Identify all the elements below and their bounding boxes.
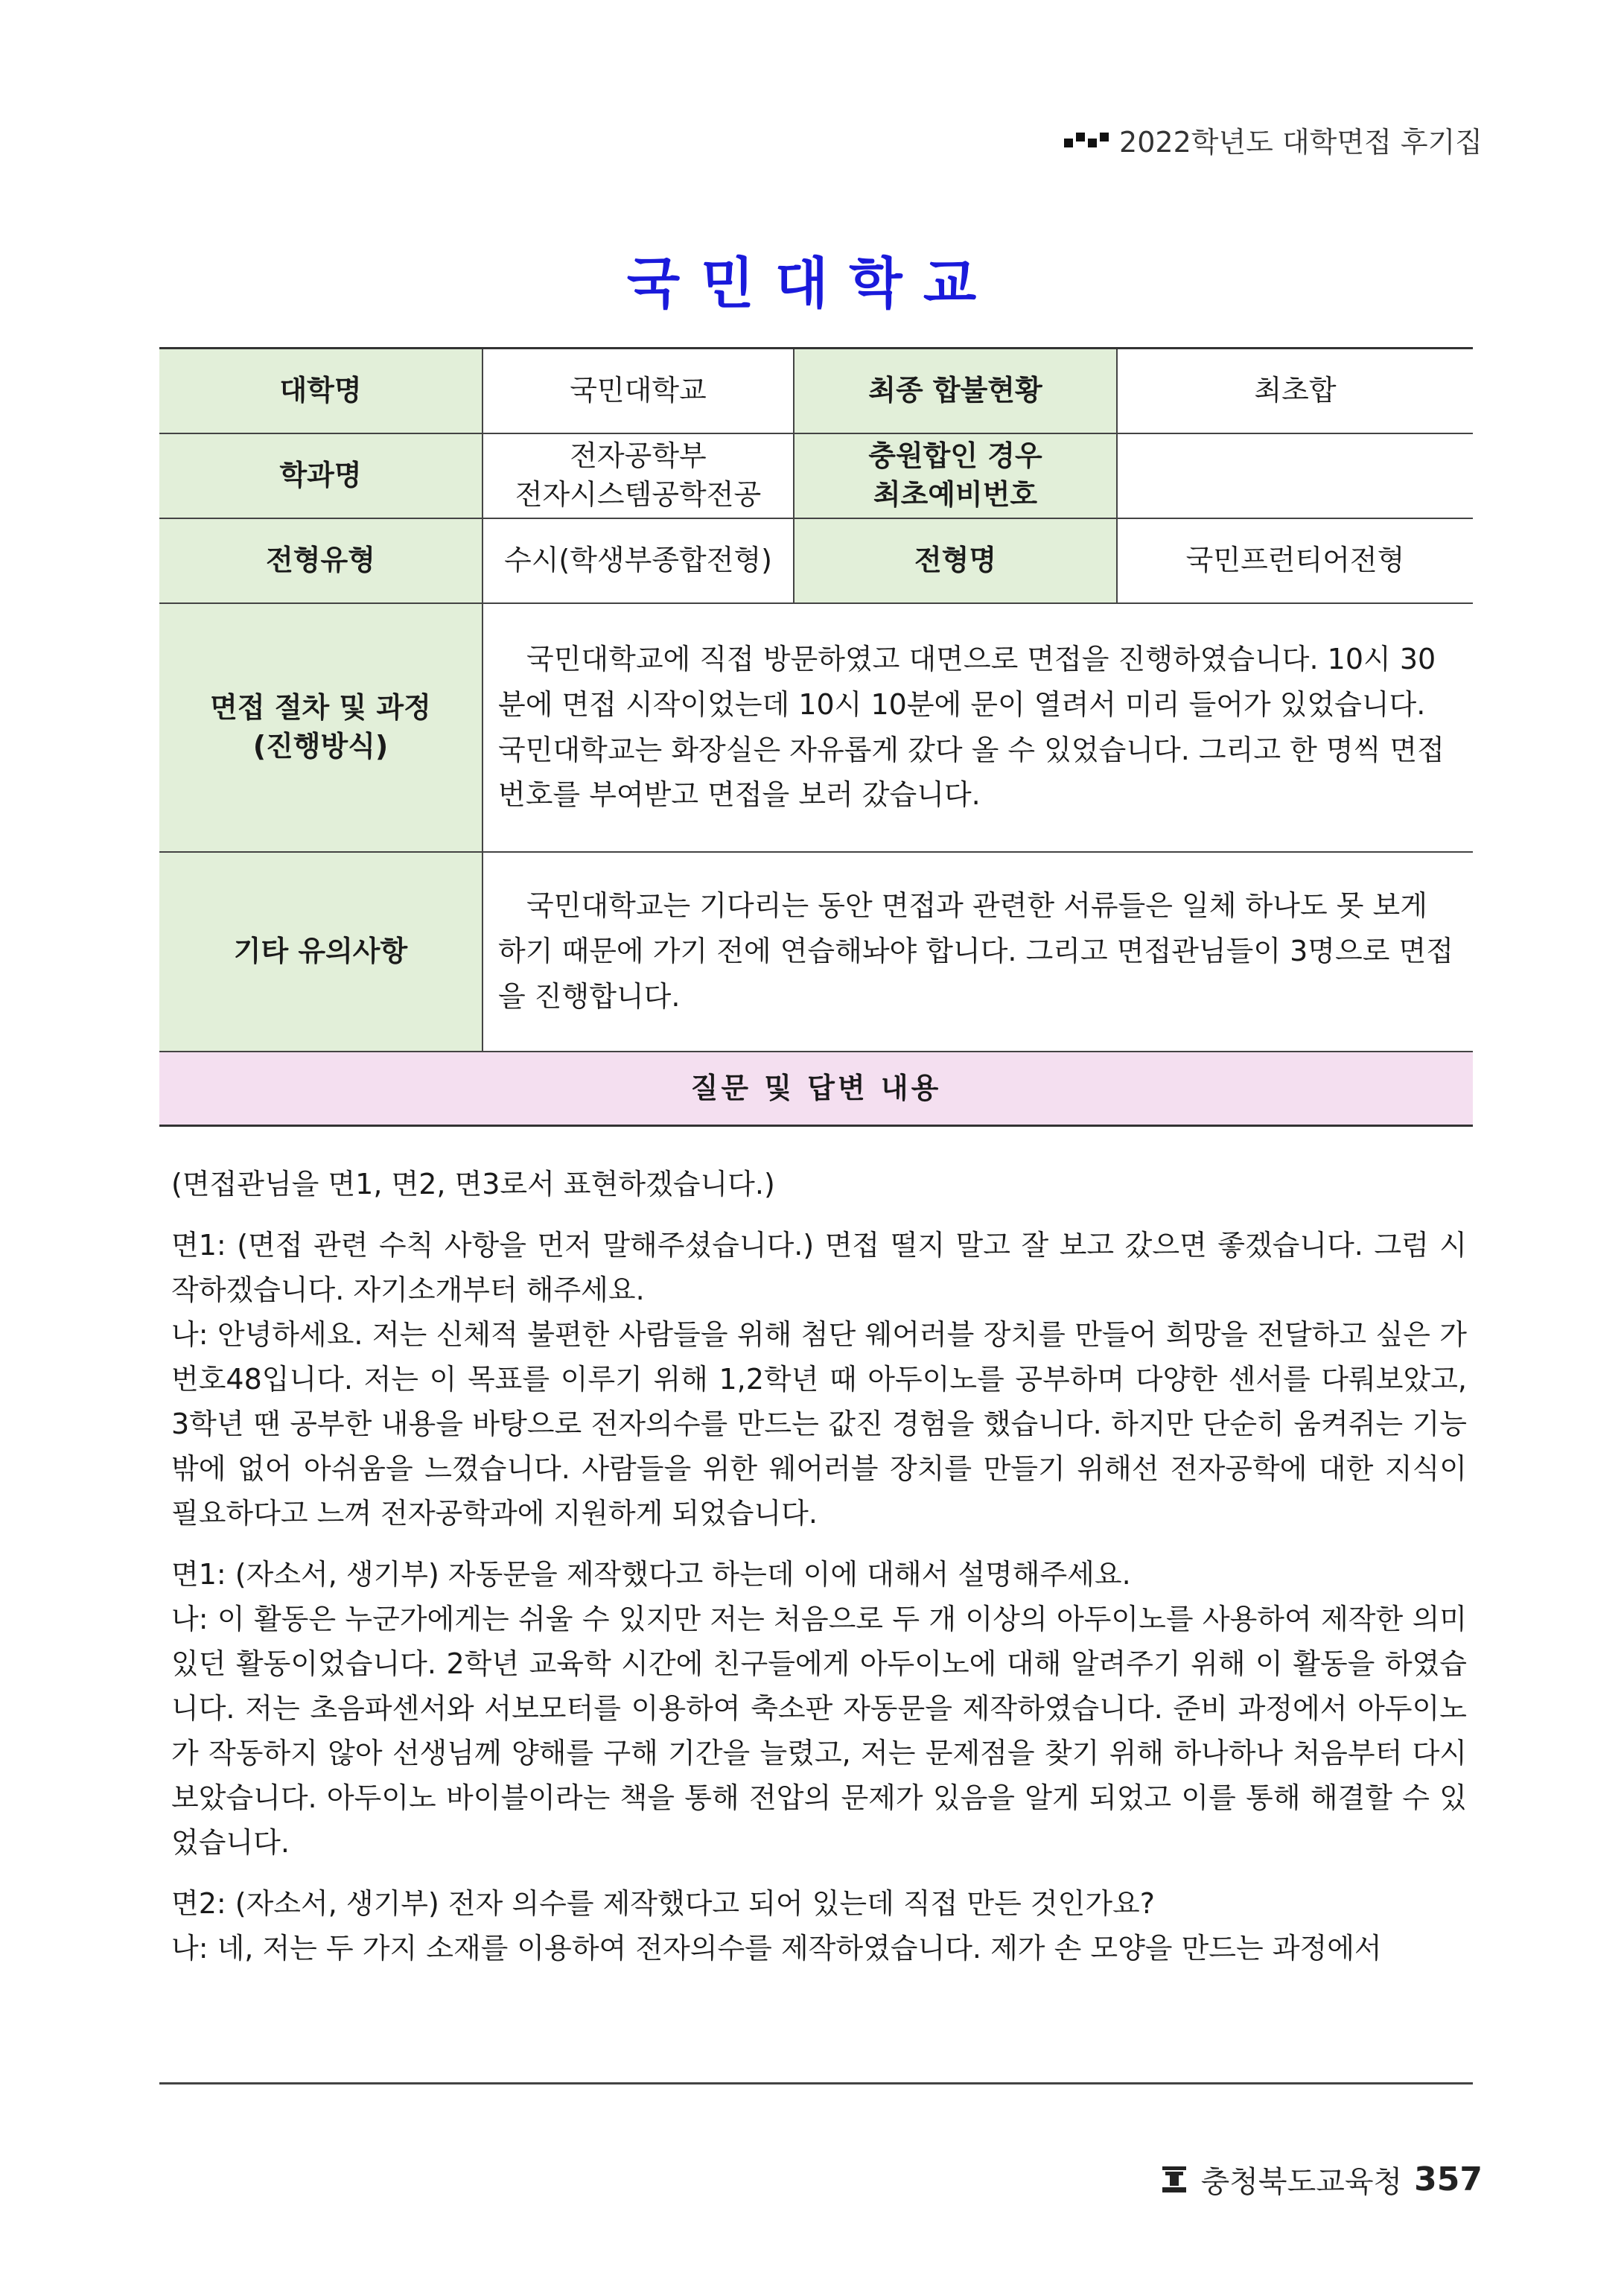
answer-1: 나: 안녕하세요. 저는 신체적 불편한 사람들을 위해 첨단 웨어러블 장치를 만들어 희망을 전달하고 싶은 가번호48입니다. 저는 이 목표를 이루기 위해 1,2학년 때 아두이노를 공부하며 다양한 센서를 다뤄보았고, 3학년 땐 공부한 내용을 바탕으로 전자의수를 만드는 값진 경험을 했습니다. 하지만 단순히 움켜쥐는 기능 밖에 없어 아쉬움을 느꼈습니다. 사람들을 위한 웨어러블 장치를 만들기 위해선 전자공학에 대한 지식이 필요하다고 느껴 전자공학과에 지원하게 되었습니다. <box>171 1318 1467 1530</box>
table-row <box>159 603 1473 852</box>
value-university: 국민대학교 <box>483 349 794 433</box>
value-admission-type: 수시(학생부종합전형) <box>483 518 794 603</box>
answer-3: 나: 네, 저는 두 가지 소재를 이용하여 전자의수를 제작하였습니다. 제가 손 모양을 만드는 과정에서 <box>171 1932 1382 1965</box>
page-title: 국민대학교 <box>626 252 998 316</box>
table-row <box>159 349 1473 433</box>
qa-section-header: 질문 및 답변 내용 <box>159 1052 1473 1126</box>
department-line-2: 전자시스템공학전공 <box>515 477 762 511</box>
other-notes-text <box>483 852 1473 1052</box>
label-interview-process <box>159 603 483 852</box>
squares-logo-icon <box>1064 133 1109 147</box>
bottom-divider <box>159 2082 1473 2084</box>
intro-paragraph: (면접관님을 면1, 면2, 면3로서 표현하겠습니다.) <box>171 1168 775 1201</box>
label-final-result: 최종 합불현황 <box>794 349 1117 433</box>
page-number: 357 <box>1414 2160 1483 2198</box>
interview-process-body: 국민대학교에 직접 방문하였고 대면으로 면접을 진행하였습니다. 10시 30분에 면접 시작이었는데 10시 10분에 문이 열려서 미리 들어가 있었습니다. 국민대학교는 화장실은 자유롭게 갔다 올 수 있었습니다. 그리고 한 명씩 면접 번호를 부여받고 면접을 보러 갔습니다. <box>498 642 1445 812</box>
question-3: 면2: (자소서, 생기부) 전자 의수를 제작했다고 되어 있는데 직접 만든 것인가요? <box>171 1887 1155 1920</box>
other-notes-body: 국민대학교는 기다리는 동안 면접과 관련한 서류들은 일체 하나도 못 보게 하기 때문에 가기 전에 연습해놔야 합니다. 그리고 면접관님들이 3명으로 면접을 진행합니다. <box>498 889 1453 1013</box>
table-row <box>159 1052 1473 1126</box>
qa-block-1 <box>171 1223 1467 1536</box>
label-other-notes: 기타 유의사항 <box>159 852 483 1052</box>
value-admission-name: 국민프런티어전형 <box>1117 518 1473 603</box>
waitlist-label-line-1: 충원합인 경우 <box>868 439 1042 473</box>
question-1: 면1: (면접 관련 수칙 사항을 먼저 말해주셨습니다.) 면접 떨지 말고 잘 보고 갔으면 좋겠습니다. 그럼 시작하겠습니다. 자기소개부터 해주세요. <box>171 1229 1467 1306</box>
label-university: 대학명 <box>159 349 483 433</box>
department-line-1: 전자공학부 <box>570 439 707 473</box>
qa-body <box>171 1162 1467 1987</box>
value-department <box>483 433 794 518</box>
label-admission-name: 전형명 <box>794 518 1117 603</box>
info-table <box>159 347 1473 1127</box>
qa-block-3 <box>171 1881 1467 1971</box>
header-text: 2022학년도 대학면접 후기집 <box>1119 126 1483 159</box>
label-admission-type: 전형유형 <box>159 518 483 603</box>
label-department: 학과명 <box>159 433 483 518</box>
education-office-emblem-icon <box>1159 2165 1189 2195</box>
value-final-result: 최초합 <box>1117 349 1473 433</box>
label-waitlist <box>794 433 1117 518</box>
interview-process-label-line-1: 면접 절차 및 과정 <box>210 691 431 725</box>
waitlist-label-line-2: 최초예비번호 <box>873 477 1038 511</box>
table-row <box>159 852 1473 1052</box>
answer-2: 나: 이 활동은 누군가에게는 쉬울 수 있지만 저는 처음으로 두 개 이상의 아두이노를 사용하여 제작한 의미 있던 활동이었습니다. 2학년 교육학 시간에 친구들에게 아두이노에 대해 알려주기 위해 이 활동을 하였습니다. 저는 초음파센서와 서보모터를 이용하여 축소판 자동문을 제작하였습니다. 준비 과정에서 아두이노가 작동하지 않아 선생님께 양해를 구해 기간을 늘렸고, 저는 문제점을 찾기 위해 하나하나 처음부터 다시 보았습니다. 아두이노 바이블이라는 책을 통해 전압의 문제가 있음을 알게 되었고 이를 통해 해결할 수 있었습니다. <box>171 1603 1467 1859</box>
interview-process-text <box>483 603 1473 852</box>
interview-process-label-line-2: (진행방식) <box>252 729 389 763</box>
page-footer <box>1159 2158 1483 2201</box>
question-2: 면1: (자소서, 생기부) 자동문을 제작했다고 하는데 이에 대해서 설명해주세요. <box>171 1558 1131 1591</box>
table-row <box>159 433 1473 518</box>
qa-block-2 <box>171 1552 1467 1865</box>
footer-org: 충청북도교육청 <box>1200 2165 1403 2199</box>
running-header <box>1064 119 1483 160</box>
table-row <box>159 518 1473 603</box>
value-waitlist <box>1117 433 1473 518</box>
